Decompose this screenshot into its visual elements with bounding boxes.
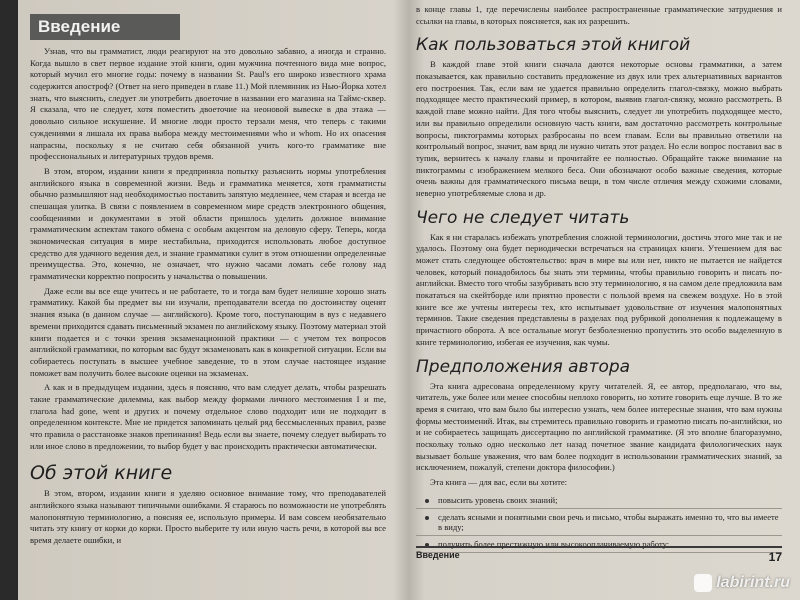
paragraph: В этом, втором, издании книги я предприняла попытку разъяснить нормы употребления английского языка в современной жизни. Ведь и грамматика меняется, хотя грамматисты обычно размышляют над необходимостью поставить запятую медленнее, чем старая и всегда не спешащая улитка. В связи с появлением в современном мире средств электронного общения, сообщениями и документами в этой области пришлось уделить должное внимание грамматическим аспектам такого обмена с особым акцентом на деловую сферу. Теперь, когда экономическая ситуация в мире нестабильна, приходится использовать любое доступное средство для удачного ведения дел, и знание грамматики сулит в этом отношении определенные преимущества. Это, конечно, не означает, что нужно часами ломать себе голову над грамматически корректно попросить у начальства о повышении. xyxy=(30,165,386,282)
section-title-about-book: Об этой книге xyxy=(30,462,173,485)
paragraph: А как и в предыдущем издании, здесь я поясняю, что вам следует делать, чтобы разрешать такие грамматические дилеммы, как выбор между формами личного местоимения I и me, глагола had gone, went и других и почему отдельное слово подходит или не подходит в определенном контексте. Мне не придется запоминать целый ряд бессмысленных правил, разве что правила о расстановке знаков препинания! Ведь если вы знаете, почему следует выбирать то или иное слово в предложении, то выбор будет у вас происходить практически автоматически. xyxy=(30,382,386,451)
footer-section-name: Введение xyxy=(416,550,460,560)
watermark xyxy=(694,574,790,592)
paragraph: Даже если вы все еще учитесь и не работаете, то и тогда вам будет нелишне хорошо знать грамматику. Какой бы предмет вы ни изучали, преподаватели всегда по достоинству оценят знания языка (в данном случае — английского). Кроме того, поступающим в вуз с недавнего времени приходится сдавать письменный экзамен по английскому языку. Поэтому материал этой книги подается и с точки зрения экзаменационной практики — с учетом тех вопросов английской грамматики, по которым вас будут экзаменовать как в конкретной ситуации. Если вы собираетесь поступать в высшее учебное заведение, то в этом случае настоящее издание поможет вам получить более высокие оценки на экзаменах. xyxy=(30,285,386,378)
labirint-logo-icon xyxy=(694,574,712,592)
paragraph: Эта книга адресована определенному кругу читателей. Я, ее автор, предполагаю, что вы, читатель, уже более или менее способны неплохо говорить, но хотите говорить еще лучше. В то же время я считаю, что вам было бы интересно узнать, чем более интересные знания, что вам нужны формы местоимений. Итак, вы стремитесь правильно говорить и грамотно писать по-английски, но и не собираетесь защищать диссертацию по английской грамматике. (Я это вполне благоразумно, поскольку только одно несколько лет назад почетное звание кандидата филологических наук вызывает больше уважения, что вам более подходит в использовании грамматических знаний, за исключением, пожалуй, степени доктора философии.) xyxy=(416,380,782,473)
paragraph-continued: в конце главы 1, где перечислены наиболее распространенные грамматические затруднения и ссылки на главы, в которых поясняется, как их разрешить. xyxy=(416,4,782,26)
list-item: получить более престижную или высокооплачиваемую работу; xyxy=(416,536,782,553)
list-item: повысить уровень своих знаний; xyxy=(416,492,782,509)
right-page xyxy=(396,0,800,600)
section-title-what-not-to-read: Чего не следует читать xyxy=(416,207,630,228)
page-footer xyxy=(416,546,782,564)
paragraph: Как я ни старалась избежать употребления сложной терминологии, достичь этого мне так и не удалось. Поэтому она будет периодически встречаться на страницах книги. Утешением для вас может стать следующее обстоятельство: врач в мире вы или нет, никто не пытается не найдется человек, который понадобилось бы знать эти термины, чтобы правильно говорить и писать по-английски. Вместо того чтобы зазубривать всю эту терминологию, я на самом деле предложила вам покататься на скейтборде или приятно провести с пользой время на свежем воздухе. Но в этой книге все же учтены интересы тех, кто испытывает удовольствие от изучения малопонятных терминов. Такие сведения представлены в разделах под рубрикой дополнения к подлежащему в причастного оборота. А все остальные могут безболезненно пропустить это особо выделенную в книге терминологию, избегая ее изучения, как чумы. xyxy=(416,231,782,347)
paragraph: В этом, втором, издании книги я уделяю основное внимание тому, что преподавателей английского языка называют типичными ошибками. Я стараюсь по возможности не употреблять малопонятную терминологию, а поясняя ее, использую примеры. И вам совсем необязательно читать эту книгу от корки до корки. Просто выберите ту или иную часть речи, в которой вы все время делаете ошибки, и xyxy=(30,488,386,546)
book-spread xyxy=(18,0,800,600)
paragraph: Узнав, что вы грамматист, люди реагируют на это довольно забавно, а иногда и странно. Когда вышло в свет первое издание этой книги, один мужчина почтенного вида мне вопрос, который мучил его многие годы: почему в названии St. Paul's его широко известного храма содержится апостроф? (Ответ на него приведен в главе 11.) Мой племянник из Нью-Йорка хотел знать, что выяснить, следует ли употребить двоеточие в названии его магазина на Таймс-сквер. Я сказала, что не следует, хотя поместить двоеточие на неоновой вывеске в два этажа — довольно сильное искушение. И многие люди просто терзали меня, что теперь с такими суждениями я лишала их права выбора между местоимениями who и whom. Но их опасения напрасны, поскольку я не считаю себя обязанной учить кого-то грамматике вне профессиональных и литературных трудов время. xyxy=(30,46,386,162)
page-number: 17 xyxy=(768,550,782,564)
section-title-how-to-use: Как пользоваться этой книгой xyxy=(416,35,691,56)
list-item: сделать ясными и понятными свои речь и письмо, чтобы выражать именно то, что вы имеете в виду; xyxy=(416,509,782,536)
goals-list xyxy=(416,492,782,553)
watermark-text: labirint.ru xyxy=(716,574,790,591)
paragraph: В каждой главе этой книги сначала даются некоторые основы грамматики, а затем показывается, как правильно составить предложение из двух или трех альтернативных вариантов его построения. Так, если вам не удается правильно определить глагол-связку, можно выбрать подходящее место практический пример, в котором, выявив глагол-связку, можно рассмотреть. В каждой главе можно найти. Для того чтобы выяснить, следует ли употребить подходящее место, или вы правильно определили основную часть книги, вам достаточно рассмотреть контрольные вопросы, пиктограммы которых разбросаны по всем главам. Если вы правильно ответили на контрольный вопрос, значит, вам вряд ли нужно читать этот раздел. Но если вопрос поставил вас в тупик, вернитесь к началу главы и прочитайте ее полностью. Обращайте также внимание на пиктограммы с изображением мелкого беса. Они обозначают особо важные сведения, которые очень важны для грамматического письма вещи, в том числе отличия между схожими словами, неверно употребляемые слова и др. xyxy=(416,59,782,198)
chapter-title: Введение xyxy=(30,14,180,40)
section-title-author-assumptions: Предположения автора xyxy=(416,356,631,377)
left-page xyxy=(18,0,396,600)
paragraph: Эта книга — для вас, если вы хотите: xyxy=(430,477,568,487)
